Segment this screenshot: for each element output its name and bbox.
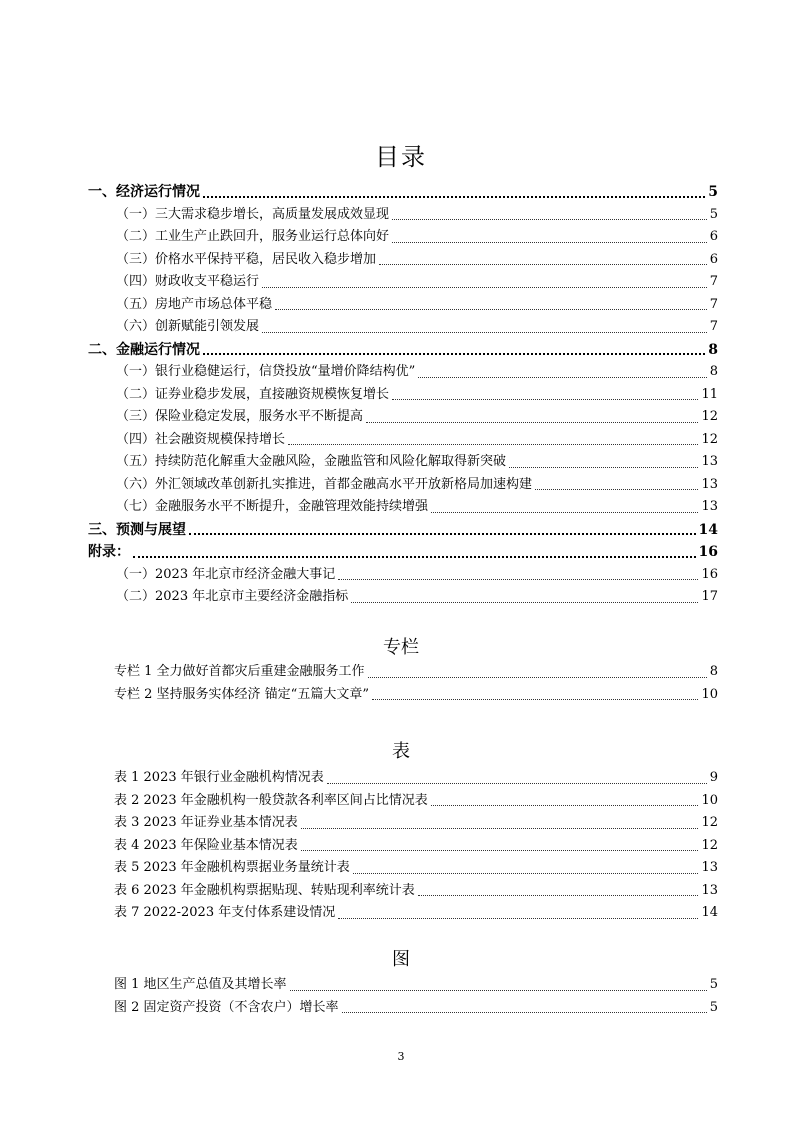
list-entry[interactable] [114,902,718,925]
dot-leader [275,309,707,310]
toc-section-entry[interactable] [88,271,718,294]
list-entry[interactable] [114,661,718,684]
dot-leader [418,377,706,378]
tables-list [114,767,718,925]
toc-section-entry[interactable] [88,226,718,249]
entry-label: （六）创新赋能引领发展 [116,319,260,334]
dot-leader [338,918,698,919]
dot-leader [368,677,707,678]
entry-label: 三、预测与展望 [88,521,186,538]
tables-title: 表 [392,741,410,762]
dot-leader [301,828,699,829]
entry-page-number: 7 [709,319,718,334]
entry-page-number: 16 [698,544,718,560]
entry-page-number: 8 [709,364,718,379]
entry-page-number: 13 [701,882,718,898]
entry-label: 表 1 2023 年银行业金融机构情况表 [114,770,324,785]
entry-page-number: 9 [709,770,718,785]
list-entry[interactable] [114,835,718,858]
entry-label: （六）外汇领域改革创新扎实推进，首都金融高水平开放新格局加速构建 [116,476,533,492]
dot-leader [431,512,698,513]
list-entry[interactable] [114,974,718,997]
toc-chapter-entry[interactable] [88,519,718,542]
dot-leader [342,1012,707,1013]
entry-page-number: 14 [701,905,718,920]
entry-page-number: 13 [701,499,718,514]
dot-leader [301,850,699,851]
entry-label: 专栏 1 全力做好首都灾后重建金融服务工作 [114,664,365,679]
entry-page-number: 8 [708,341,718,358]
entry-label: （二）工业生产止跌回升，服务业运行总体向好 [116,229,390,244]
entry-page-number: 5 [708,184,718,200]
entry-label: （五）房地产市场总体平稳 [116,296,273,312]
toc-title: 目录 [375,143,427,171]
entry-page-number: 10 [701,686,718,702]
toc-section-entry[interactable] [88,249,718,272]
entry-page-number: 12 [701,409,718,424]
entry-page-number: 16 [701,566,718,582]
dot-leader [290,990,707,991]
dot-leader [353,873,699,874]
entry-label: （三）保险业稳定发展，服务水平不断提高 [116,409,364,424]
dot-leader [379,264,707,265]
entry-page-number: 17 [701,589,718,604]
dot-leader [189,533,696,535]
entry-label: （四）社会融资规模保持增长 [116,431,286,447]
entry-label: （五）持续防范化解重大金融风险，金融监管和风险化解取得新突破 [116,454,507,469]
list-entry[interactable] [114,790,718,813]
toc-section-entry[interactable] [88,294,718,317]
toc-section-entry[interactable] [88,204,718,227]
entry-page-number: 12 [701,815,718,830]
list-entry[interactable] [114,684,718,707]
toc-section-entry[interactable] [88,406,718,429]
entry-page-number: 14 [698,521,718,538]
dot-leader [351,602,698,603]
entry-label: 图 1 地区生产总值及其增长率 [114,977,287,992]
list-entry[interactable] [114,880,718,903]
entry-page-number: 10 [701,792,718,808]
entry-label: （七）金融服务水平不断提升，金融管理效能持续增强 [116,499,429,514]
list-entry[interactable] [114,997,718,1020]
toc-section-entry[interactable] [88,564,718,587]
dot-leader [327,783,707,784]
entry-label: 二、金融运行情况 [88,341,200,358]
entry-label: （三）价格水平保持平稳，居民收入稳步增加 [116,251,377,267]
entry-page-number: 13 [701,860,718,875]
toc-section-entry[interactable] [88,474,718,497]
dot-leader [418,895,699,896]
dot-leader [288,444,698,445]
entry-page-number: 5 [709,999,718,1015]
dot-leader [509,467,698,468]
entry-page-number: 12 [701,431,718,447]
entry-page-number: 8 [709,664,718,679]
entry-label: （一）三大需求稳步增长，高质量发展成效显现 [116,206,390,222]
dot-leader [262,287,707,288]
dot-leader [366,422,698,423]
toc-section-entry[interactable] [88,429,718,452]
toc-section-entry[interactable] [88,451,718,474]
entry-label: 专栏 2 坚持服务实体经济 锚定“五篇大文章” [114,686,369,702]
toc-section-entry[interactable] [88,361,718,384]
entry-label: （一）银行业稳健运行，信贷投放“量增价降结构优” [116,364,416,379]
toc-chapter-entry[interactable] [88,181,718,204]
entry-label: 表 2 2023 年金融机构一般贷款各利率区间占比情况表 [114,792,428,808]
entry-label: （一）2023 年北京市经济金融大事记 [116,566,336,582]
entry-label: 表 3 2023 年证券业基本情况表 [114,815,298,830]
entry-page-number: 13 [701,476,718,492]
toc-chapter-entry[interactable] [88,541,718,564]
toc-chapter-entry[interactable] [88,339,718,362]
entry-page-number: 6 [709,229,718,244]
entry-label: （四）财政收支平稳运行 [116,274,260,289]
entry-page-number: 13 [701,454,718,469]
entry-page-number: 7 [709,296,718,312]
dot-leader [535,489,698,490]
entry-label: 图 2 固定资产投资（不含农户）增长率 [114,999,339,1015]
entry-label: 表 5 2023 年金融机构票据业务量统计表 [114,860,350,875]
toc-section-entry[interactable] [88,316,718,339]
entry-page-number: 7 [709,274,718,289]
entry-page-number: 5 [709,206,718,222]
list-entry[interactable] [114,767,718,790]
entry-label: 一、经济运行情况 [88,184,200,200]
columns-list [114,661,718,706]
entry-page-number: 6 [709,251,718,267]
toc-section-entry[interactable] [88,496,718,519]
figures-title: 图 [392,949,410,970]
entry-label: 表 4 2023 年保险业基本情况表 [114,837,298,853]
dot-leader [431,805,699,806]
list-entry[interactable] [114,857,718,880]
dot-leader [203,196,705,198]
entry-label: （二）证券业稳步发展，直接融资规模恢复增长 [116,386,390,402]
dot-leader [203,353,705,355]
list-entry[interactable] [114,812,718,835]
entry-page-number: 12 [701,837,718,853]
dot-leader [338,579,698,580]
toc-list [88,181,718,609]
page-number: 3 [397,1050,405,1063]
entry-page-number: 5 [709,977,718,992]
entry-label: 附录： [88,544,130,560]
entry-page-number: 11 [701,386,718,402]
entry-label: 表 6 2023 年金融机构票据贴现、转贴现利率统计表 [114,882,415,898]
dot-leader [133,556,696,558]
figures-list [114,974,718,1019]
toc-section-entry[interactable] [88,586,718,609]
dot-leader [392,399,698,400]
entry-label: 表 7 2022-2023 年支付体系建设情况 [114,905,336,920]
entry-label: （二）2023 年北京市主要经济金融指标 [116,589,349,604]
dot-leader [392,219,707,220]
dot-leader [372,699,698,700]
columns-title: 专栏 [383,637,419,658]
dot-leader [392,242,707,243]
dot-leader [262,332,707,333]
toc-section-entry[interactable] [88,384,718,407]
